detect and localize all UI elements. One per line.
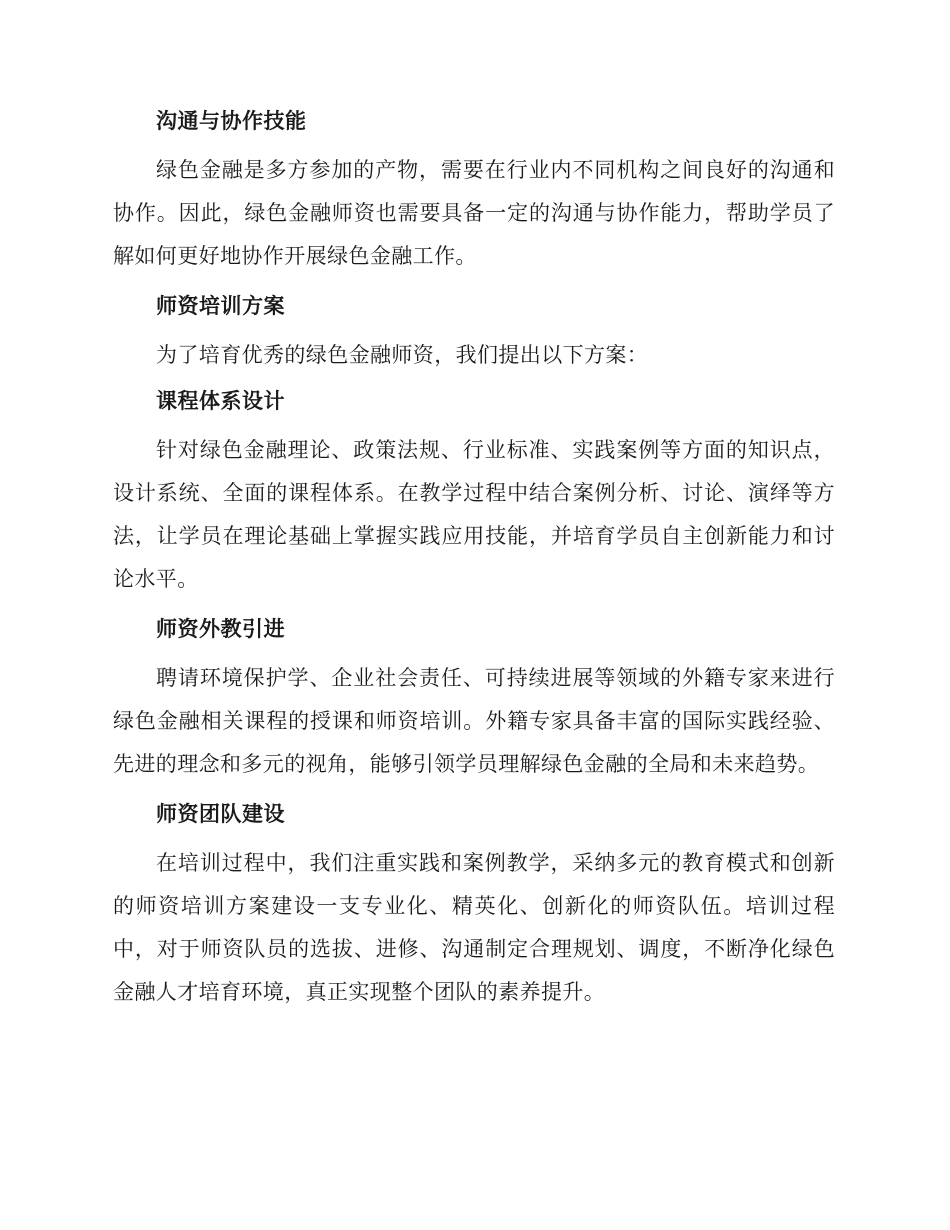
section-paragraph-training-plan: 为了培育优秀的绿色金融师资，我们提出以下方案： <box>156 343 649 367</box>
section-paragraph-curriculum: 针对绿色金融理论、政策法规、行业标准、实践案例等方面的知识点，设计系统、全面的课程体系。在教学过程中结合案例分析、讨论、演绎等方法，让学员在理论基础上掌握实践应用技能，并培育学员自主创新能力和讨论水平。 <box>113 438 835 591</box>
section-heading-training-plan: 师资培训方案 <box>156 294 285 318</box>
document-page <box>113 106 835 1027</box>
section-heading-team-building: 师资团队建设 <box>156 802 285 826</box>
section-paragraph-communication: 绿色金融是多方参加的产物，需要在行业内不同机构之间良好的沟通和协作。因此，绿色金融师资也需要具备一定的沟通与协作能力，帮助学员了解如何更好地协作开展绿色金融工作。 <box>113 158 835 268</box>
section-heading-communication: 沟通与协作技能 <box>156 109 307 133</box>
section-paragraph-foreign-teachers: 聘请环境保护学、企业社会责任、可持续进展等领域的外籍专家来进行绿色金融相关课程的授课和师资培训。外籍专家具备丰富的国际实践经验、先进的理念和多元的视角，能够引领学员理解绿色金融的全局和未来趋势。 <box>113 666 835 776</box>
section-heading-foreign-teachers: 师资外教引进 <box>156 617 285 641</box>
section-paragraph-team-building: 在培训过程中，我们注重实践和案例教学，采纳多元的教育模式和创新的师资培训方案建设一支专业化、精英化、创新化的师资队伍。培训过程中，对于师资队员的选拔、进修、沟通制定合理规划、调度，不断净化绿色金融人才培育环境，真正实现整个团队的素养提升。 <box>113 851 835 1004</box>
section-heading-curriculum: 课程体系设计 <box>156 389 285 413</box>
